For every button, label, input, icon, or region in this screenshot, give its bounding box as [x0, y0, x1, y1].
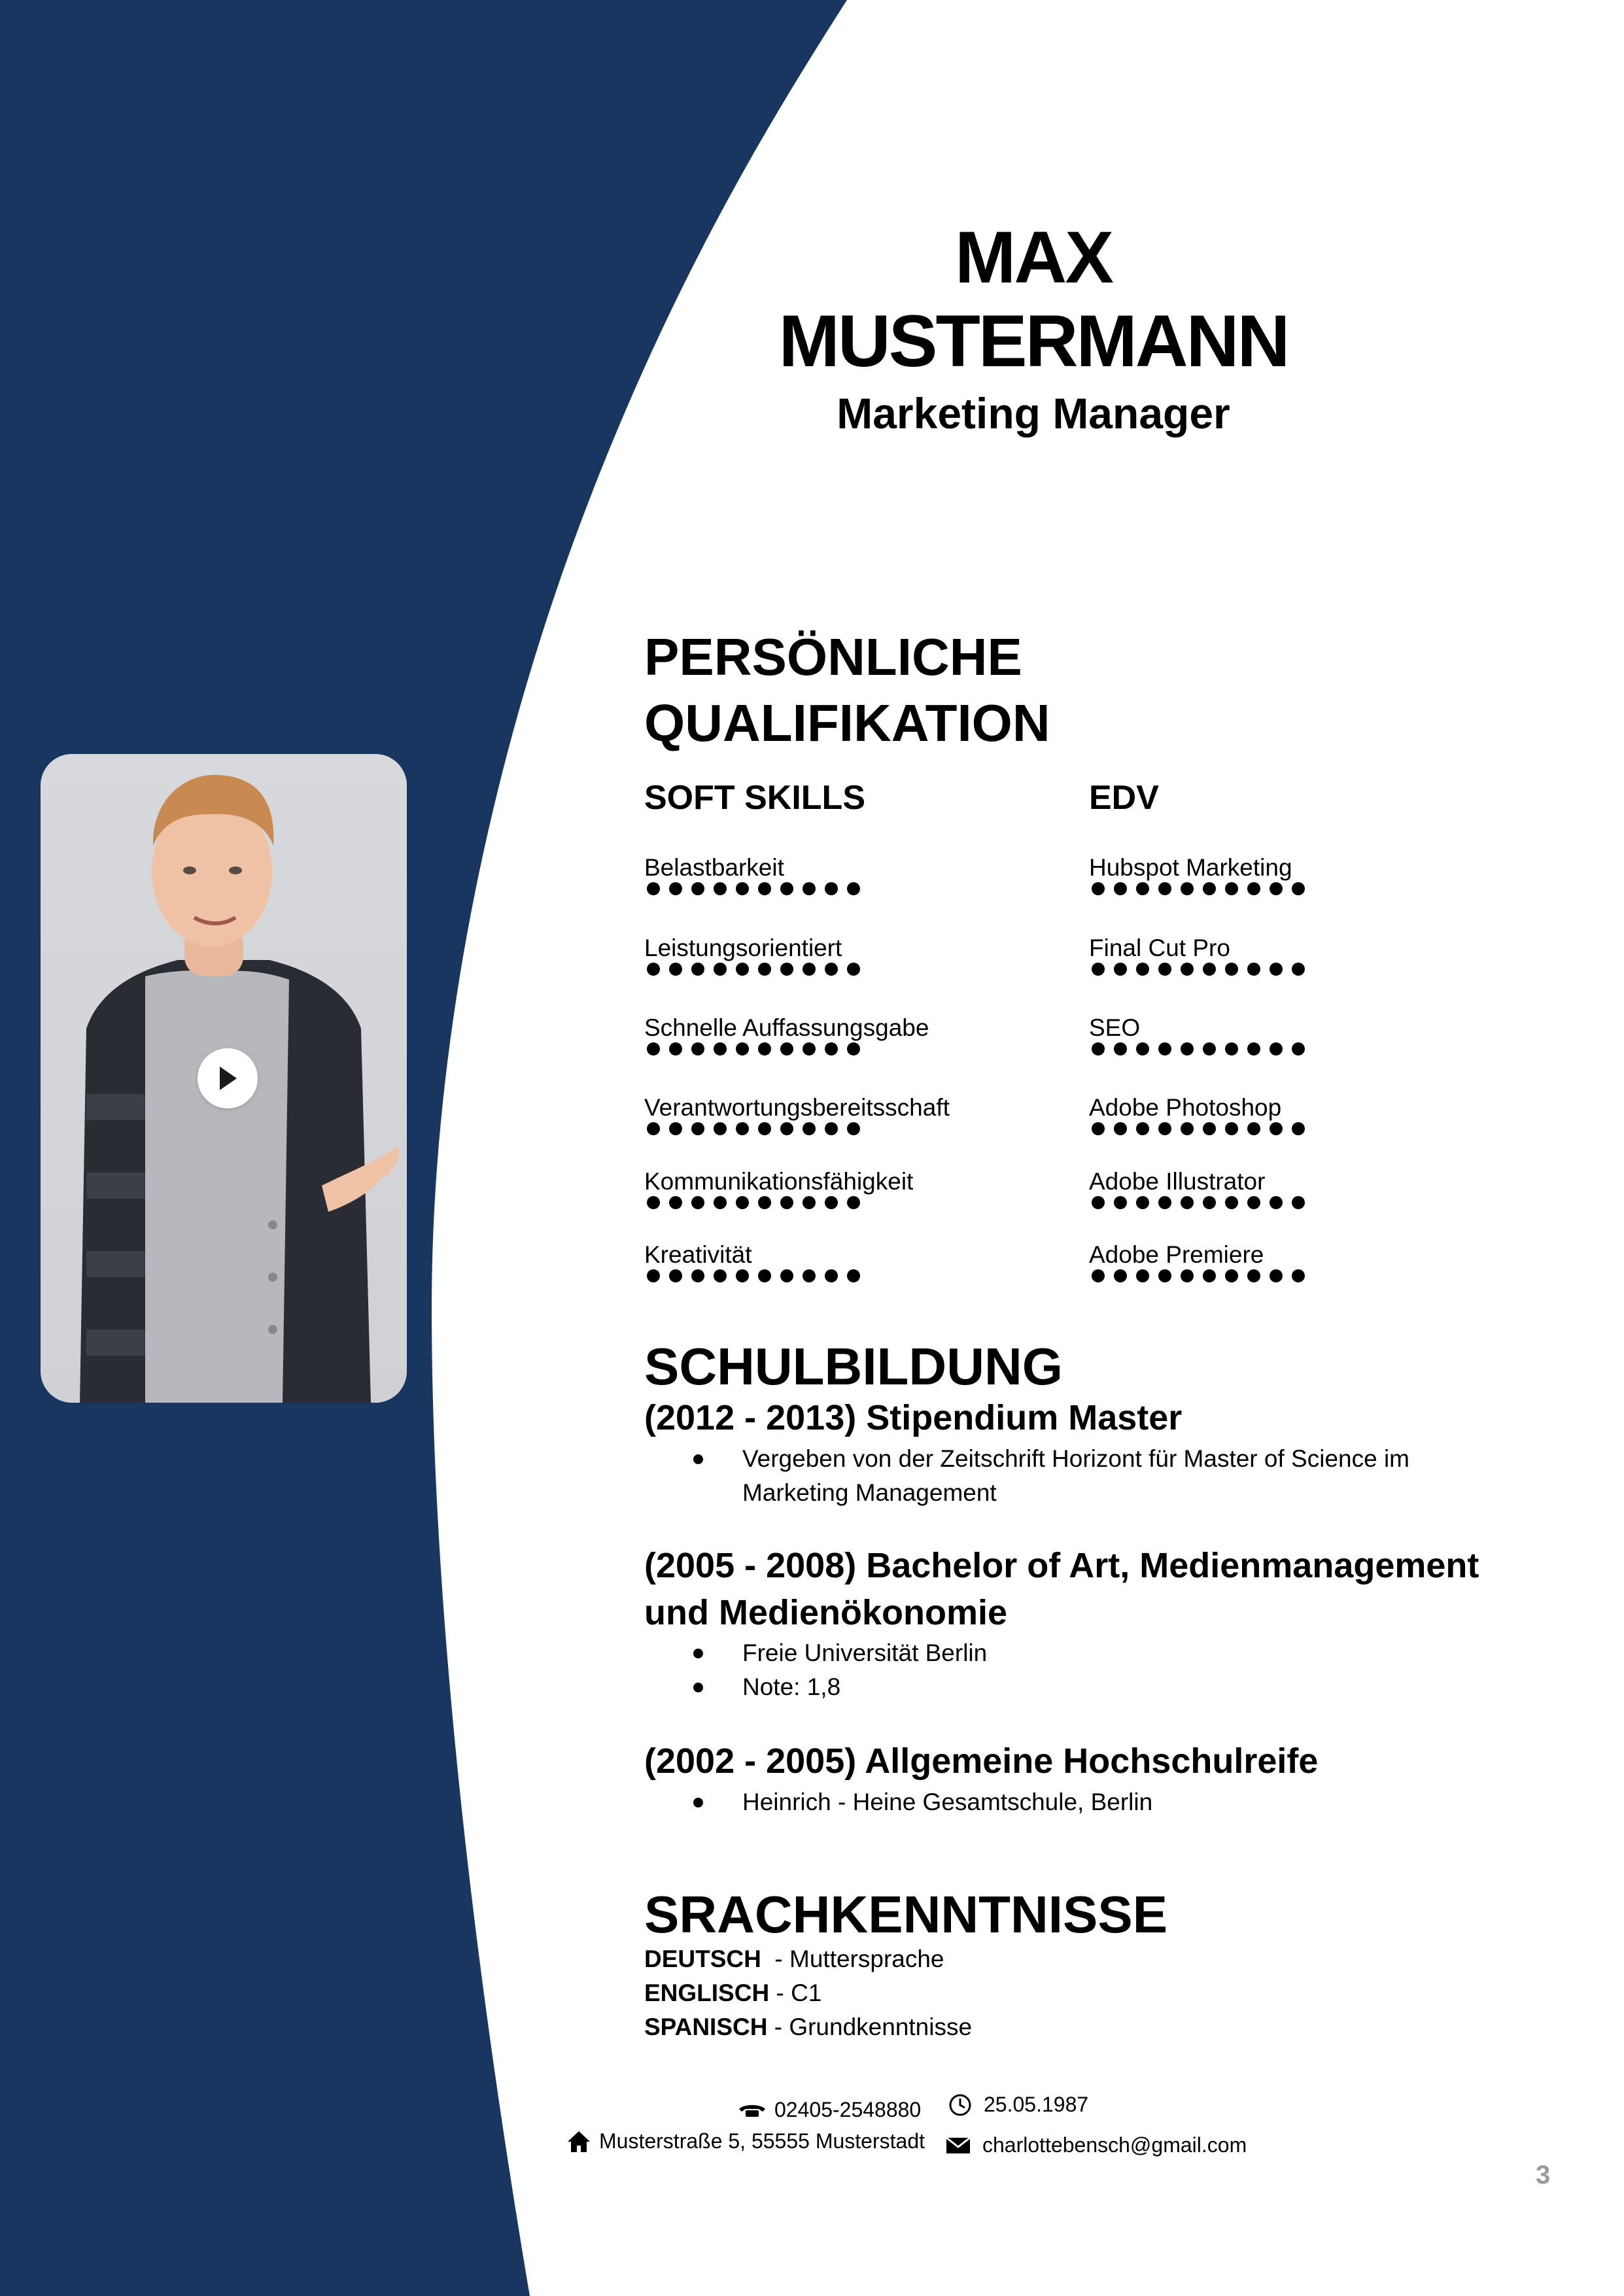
contact-email	[946, 2133, 1247, 2157]
education-entry-bullets	[687, 1785, 1504, 1819]
skill-label: Kreativität	[644, 1241, 752, 1268]
mail-icon	[946, 2137, 971, 2154]
bullet-item: Heinrich - Heine Gesamtschule, Berlin	[687, 1785, 1504, 1819]
skill-item	[644, 934, 1037, 976]
skill-item	[644, 1014, 1037, 1055]
schulbildung-title: SCHULBILDUNG	[644, 1337, 1063, 1396]
skill-label: Kommunikationsfähigkeit	[644, 1168, 914, 1195]
education-entry-bullets	[687, 1442, 1504, 1510]
skill-rating-dots	[644, 1042, 1037, 1055]
birthdate: 25.05.1987	[984, 2093, 1089, 2116]
bullet-item: Note: 1,8	[687, 1670, 1504, 1704]
skill-item	[1089, 853, 1481, 895]
contact-address	[566, 2129, 925, 2153]
skill-item	[1089, 1167, 1481, 1209]
education-entry-title-line2: und Medienökonomie	[644, 1593, 1008, 1632]
address: Musterstraße 5, 55555 Musterstadt	[599, 2129, 925, 2153]
contact-phone	[738, 2098, 921, 2122]
skill-rating-dots	[644, 882, 1037, 895]
skill-item	[644, 1093, 1037, 1135]
email-link[interactable]: charlottebensch@gmail.com	[982, 2133, 1247, 2157]
skill-label: Verantwortungsbereitsschaft	[644, 1094, 950, 1121]
language-level: - C1	[769, 1979, 822, 2006]
skill-label: SEO	[1089, 1014, 1141, 1041]
bullet-item-continuation: Marketing Management	[742, 1479, 997, 1506]
skill-rating-dots	[1089, 882, 1481, 895]
skill-rating-dots	[1089, 963, 1481, 976]
skill-label: Adobe Illustrator	[1089, 1168, 1266, 1195]
qualifikation-title-line2: QUALIFIKATION	[644, 693, 1050, 752]
education-entry-bullets	[687, 1636, 1504, 1704]
education-entry-title: (2002 - 2005) Allgemeine Hochschulreife	[644, 1741, 1319, 1781]
phone-number: 02405-2548880	[774, 2098, 922, 2121]
language-item	[644, 1976, 821, 2010]
skill-item	[1089, 1014, 1481, 1055]
skill-item	[1089, 1241, 1481, 1282]
language-item	[644, 2010, 972, 2044]
bullet-item: Vergeben von der Zeitschrift Horizont für Master of Science im	[687, 1442, 1504, 1476]
play-button[interactable]	[198, 1048, 258, 1108]
qualifikation-title-line1: PERSÖNLICHE	[644, 628, 1022, 686]
contact-birthdate	[948, 2093, 1088, 2117]
skill-rating-dots	[644, 1196, 1037, 1209]
skill-item	[644, 853, 1037, 895]
play-icon	[216, 1064, 239, 1093]
job-title: Marketing Manager	[837, 389, 1230, 437]
skill-label: Leistungsorientiert	[644, 934, 842, 961]
language-item	[644, 1942, 944, 1976]
bullet-item: Freie Universität Berlin	[687, 1636, 1504, 1670]
skill-item	[1089, 934, 1481, 976]
education-entry-title-line1: (2005 - 2008) Bachelor of Art, Medienmanagement	[644, 1546, 1479, 1585]
skill-rating-dots	[644, 1269, 1037, 1282]
skill-label: Adobe Photoshop	[1089, 1094, 1282, 1121]
skill-label: Hubspot Marketing	[1089, 854, 1292, 881]
skill-label: Adobe Premiere	[1089, 1241, 1264, 1268]
language-name: DEUTSCH	[644, 1945, 761, 1972]
home-icon	[566, 2130, 591, 2153]
skill-rating-dots	[1089, 1042, 1481, 1055]
education-entry-title	[644, 1542, 1494, 1636]
qualifikation-title	[644, 625, 1167, 757]
skill-label: Final Cut Pro	[1089, 934, 1230, 961]
phone-icon	[738, 2102, 767, 2118]
language-name: ENGLISCH	[644, 1979, 770, 2006]
skill-item	[1089, 1093, 1481, 1135]
name-first: MAX	[955, 216, 1112, 298]
edv-title: EDV	[1089, 779, 1159, 817]
language-level: - Grundkenntnisse	[767, 2013, 973, 2040]
skill-rating-dots	[644, 963, 1037, 976]
skill-label: Belastbarkeit	[644, 854, 784, 881]
skill-rating-dots	[1089, 1269, 1481, 1282]
clock-icon	[948, 2093, 972, 2117]
skill-item	[644, 1167, 1037, 1209]
language-level: - Muttersprache	[761, 1945, 944, 1972]
education-entry-title: (2012 - 2013) Stipendium Master	[644, 1398, 1183, 1437]
skill-rating-dots	[644, 1122, 1037, 1135]
soft-skills-title: SOFT SKILLS	[644, 779, 865, 817]
skill-rating-dots	[1089, 1122, 1481, 1135]
language-name: SPANISCH	[644, 2013, 768, 2040]
sprachkenntnisse-title: SRACHKENNTNISSE	[644, 1885, 1168, 1944]
name-last: MUSTERMANN	[778, 300, 1288, 382]
skill-item	[644, 1241, 1037, 1282]
skill-rating-dots	[1089, 1196, 1481, 1209]
page-number: 3	[1536, 2161, 1551, 2189]
skill-label: Schnelle Auffassungsgabe	[644, 1014, 929, 1041]
